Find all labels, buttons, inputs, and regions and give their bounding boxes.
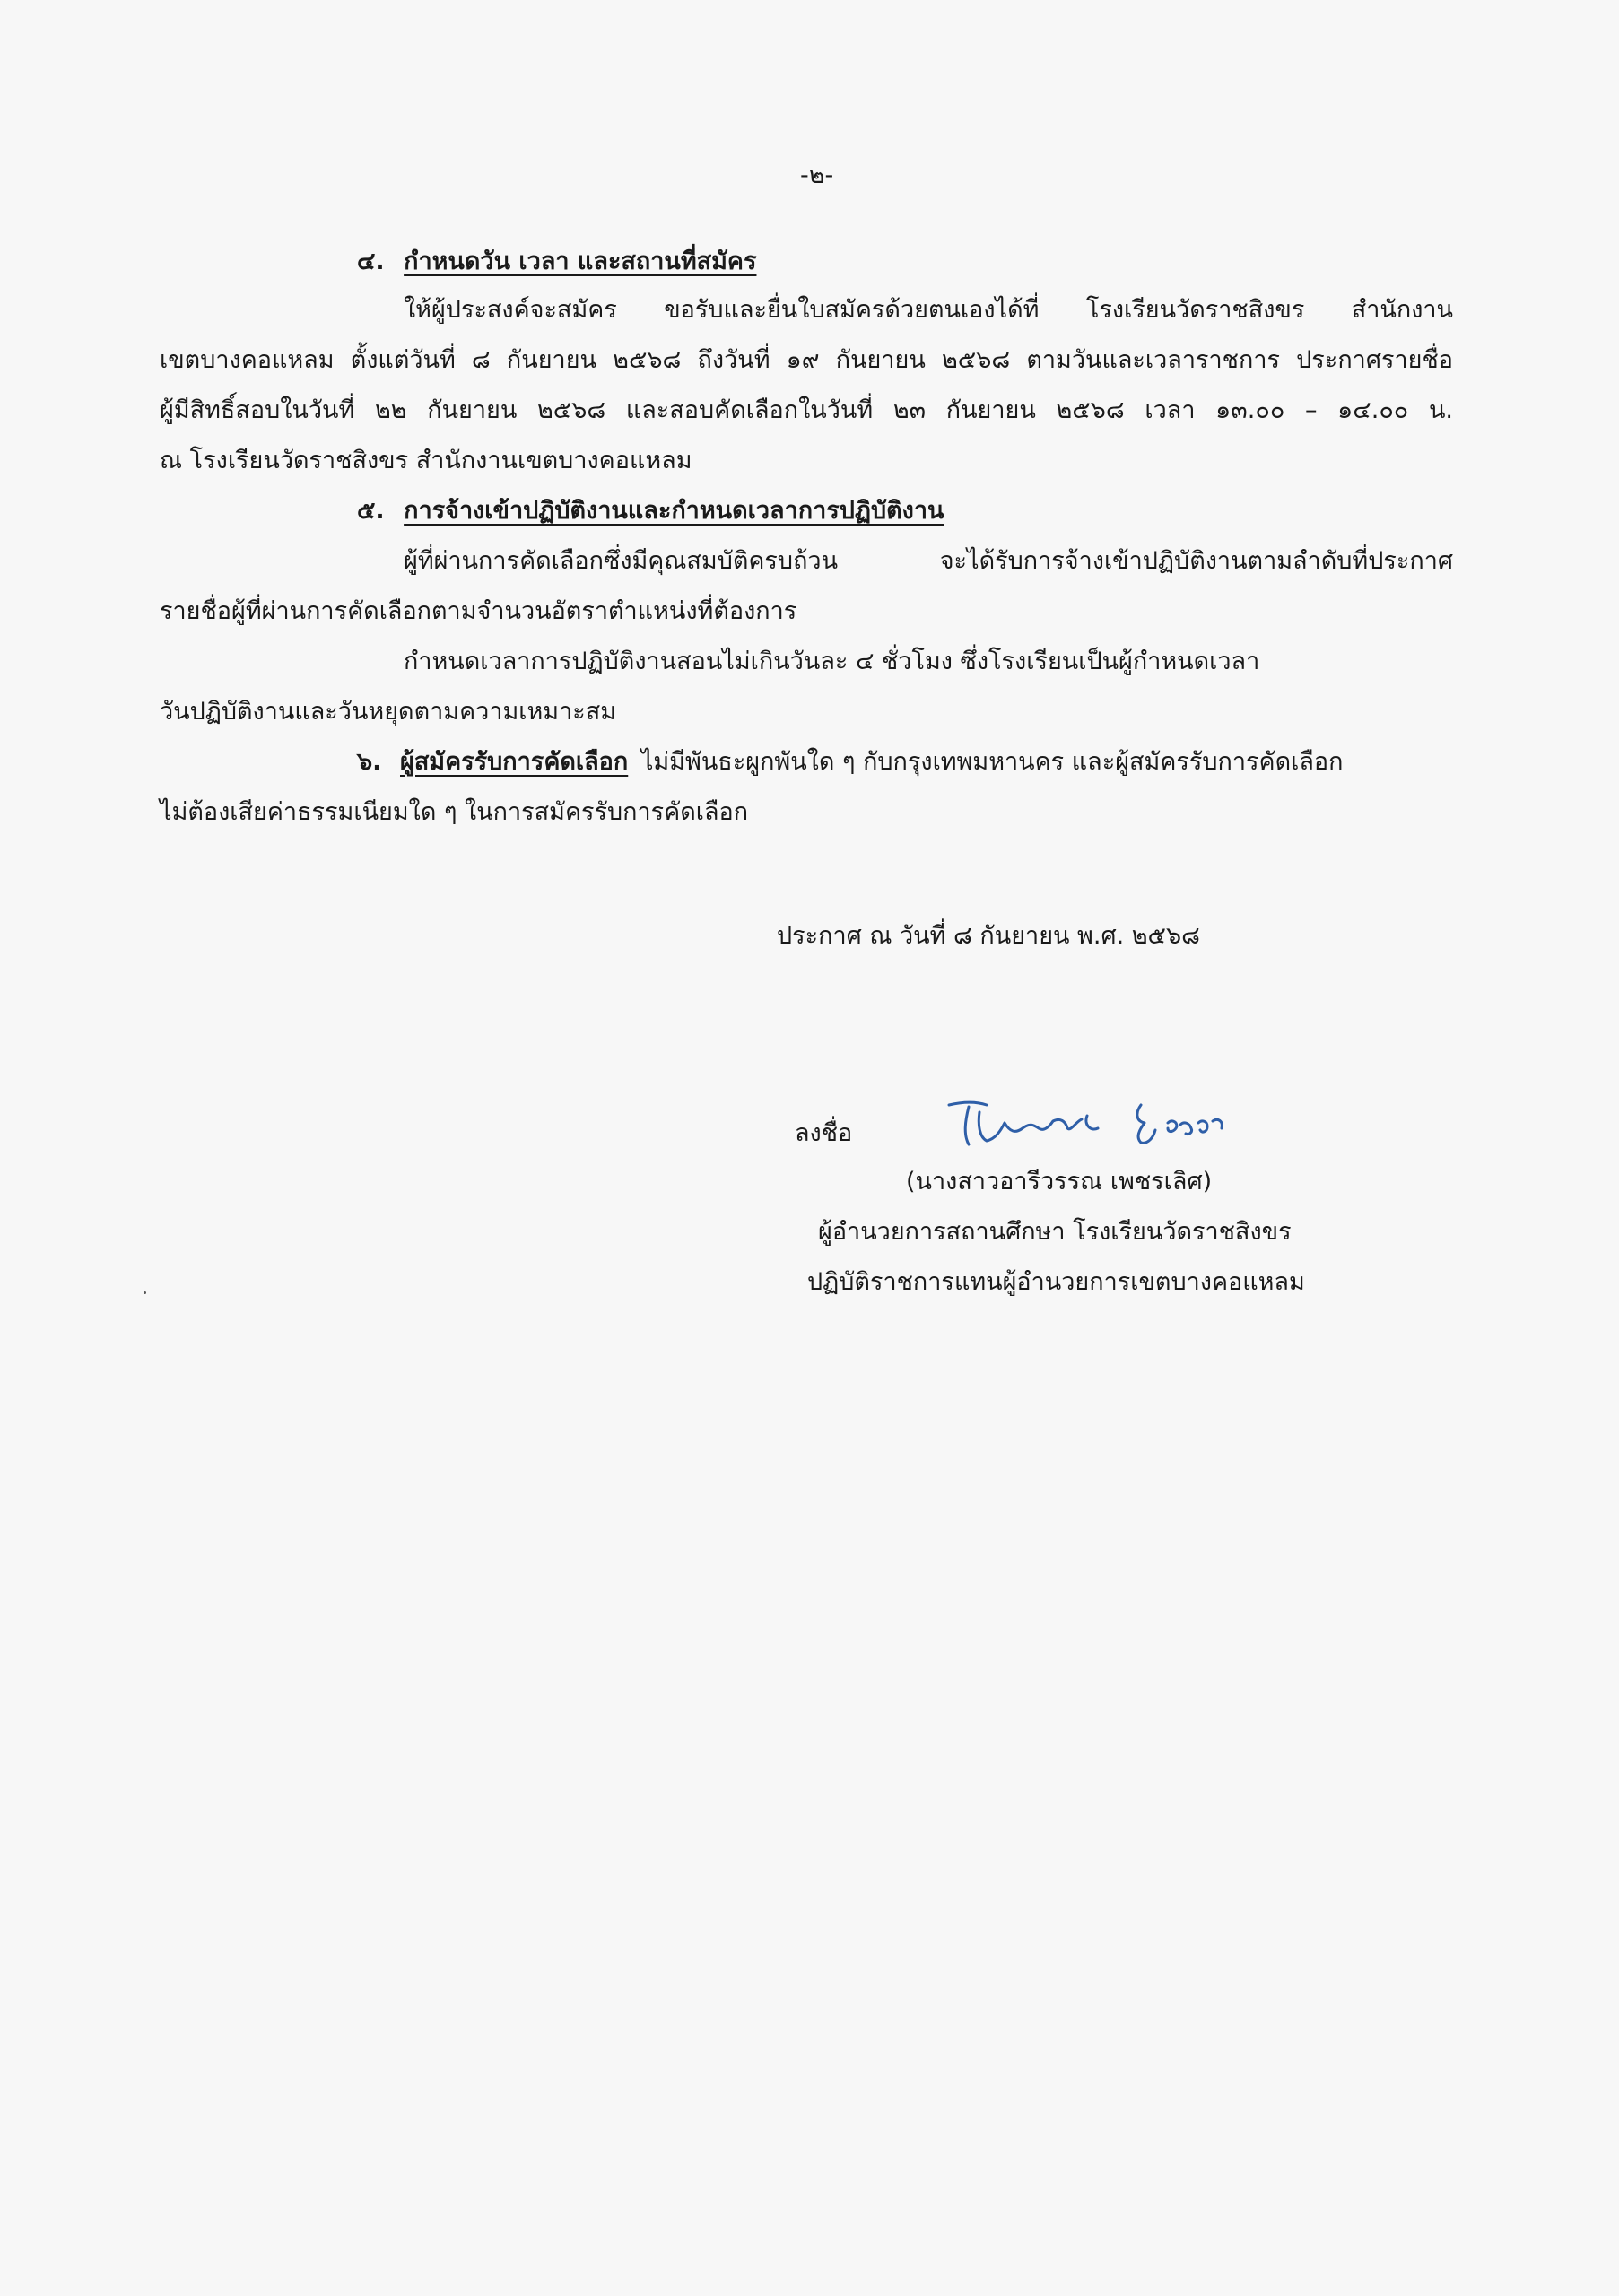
section6-first-line-rest: ไม่มีพันธะผูกพันใด ๆ กับกรุงเทพมหานคร และผู้สมัครรับการคัดเลือก [640,748,1344,776]
handwritten-signature [933,1085,1274,1157]
section6-title: ผู้สมัครรับการคัดเลือก [400,748,629,776]
section5-line2: รายชื่อผู้ที่ผ่านการคัดเลือกตามจำนวนอัตราตำแหน่งที่ต้องการ [160,597,797,625]
section5-number: ๕. [357,497,385,525]
section4-line3: ผู้มีสิทธิ์สอบในวันที่ ๒๒ กันยายน ๒๕๖๘ และสอบคัดเลือกในวันที่ ๒๓ กันยายน ๒๕๖๘ เวลา ๑๓.๐๐ – ๑๔.๐๐ น. [160,396,1453,424]
sign-label: ลงชื่อ [795,1119,853,1147]
page-number: -๒- [800,161,834,189]
section6-number: ๖. [357,748,382,776]
section4-line4: ณ โรงเรียนวัดราชสิงขร สำนักงานเขตบางคอแหลม [160,447,692,474]
scan-speck [144,1292,146,1294]
section5-heading [357,499,944,523]
section4-heading [357,249,756,274]
section4-number: ๔. [357,248,385,275]
announcement-date: ประกาศ ณ วันที่ ๘ กันยายน พ.ศ. ๒๕๖๘ [777,922,1200,950]
section5-line4: วันปฏิบัติงานและวันหยุดตามความเหมาะสม [160,698,617,726]
section6-line1 [357,750,1474,774]
signatory-position-line1: ผู้อำนวยการสถานศึกษา โรงเรียนวัดราชสิงขร [818,1218,1292,1246]
section4-line1: ให้ผู้ประสงค์จะสมัคร ขอรับและยื่นใบสมัครด้วยตนเองได้ที่ โรงเรียนวัดราชสิงขร สำนักงาน [404,296,1453,324]
signatory-name: (นางสาวอารีวรรณ เพชรเลิศ) [906,1168,1213,1196]
section6-line2: ไม่ต้องเสียค่าธรรมเนียมใด ๆ ในการสมัครรับการคัดเลือก [160,798,749,826]
section5-line3: กำหนดเวลาการปฏิบัติงานสอนไม่เกินวันละ ๔ ชั่วโมง ซึ่งโรงเรียนเป็นผู้กำหนดเวลา [404,648,1260,675]
signatory-position-line2: ปฏิบัติราชการแทนผู้อำนวยการเขตบางคอแหลม [807,1268,1305,1296]
section4-title: กำหนดวัน เวลา และสถานที่สมัคร [404,248,757,275]
section5-line1: ผู้ที่ผ่านการคัดเลือกซึ่งมีคุณสมบัติครบถ้วน จะได้รับการจ้างเข้าปฏิบัติงานตามลำดับที่ประกาศ [404,547,1453,575]
section5-title: การจ้างเข้าปฏิบัติงานและกำหนดเวลาการปฏิบัติงาน [404,497,944,525]
section4-line2: เขตบางคอแหลม ตั้งแต่วันที่ ๘ กันยายน ๒๕๖๘ ถึงวันที่ ๑๙ กันยายน ๒๕๖๘ ตามวันและเวลาราชการ ประกาศรายชื่อ [160,346,1453,374]
